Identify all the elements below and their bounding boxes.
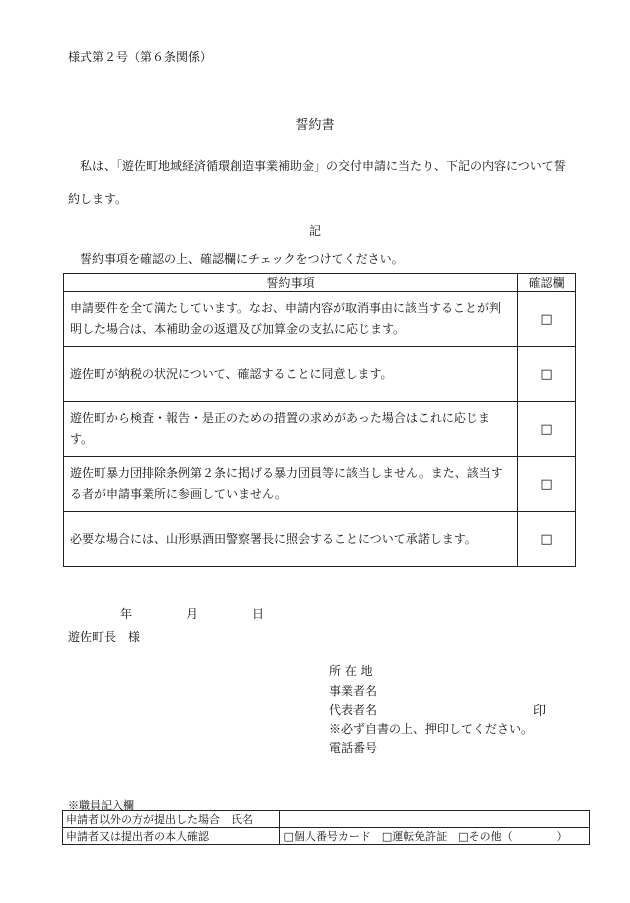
staff-row xyxy=(63,828,590,845)
confirm-checkbox[interactable]: □ xyxy=(518,512,576,567)
pledge-table xyxy=(63,273,576,567)
pledge-item-text: 遊佐町から検査・報告・是正のための措置の求めがあった場合はこれに応じます。 xyxy=(64,402,518,457)
pledge-row xyxy=(64,347,576,402)
staff-table xyxy=(62,810,590,845)
date-month-label: 月 xyxy=(186,607,199,621)
confirm-checkbox[interactable]: □ xyxy=(518,292,576,347)
submitter-name-field[interactable] xyxy=(280,811,590,828)
business-name-label: 事業者名 xyxy=(329,684,378,698)
representative-label: 代表者名 xyxy=(329,703,378,717)
identity-check-options[interactable]: □個人番号カード □運転免許証 □その他（ ） xyxy=(280,828,590,845)
confirm-checkbox[interactable]: □ xyxy=(518,402,576,457)
confirm-checkbox[interactable]: □ xyxy=(518,347,576,402)
date-year-label: 年 xyxy=(120,607,133,621)
pledge-item-text: 遊佐町が納税の状況について、確認することに同意します。 xyxy=(64,347,518,402)
pledge-row xyxy=(64,292,576,347)
phone-label: 電話番号 xyxy=(329,741,378,755)
pledge-row xyxy=(64,457,576,512)
pledge-item-text: 申請要件を全て満たしています。なお、申請内容が取消事由に該当することが判明した場合は、本補助金の返還及び加算金の支払に応じます。 xyxy=(64,292,518,347)
date-day-label: 日 xyxy=(252,607,265,621)
pledge-item-text: 必要な場合には、山形県酒田警察署長に照会することについて承諾します。 xyxy=(64,512,518,567)
signature-note: ※必ず自書の上、押印してください。 xyxy=(329,722,534,736)
pledge-item-text: 遊佐町暴力団排除条例第２条に掲げる暴力団員等に該当しません。また、該当する者が申請事業所に参画していません。 xyxy=(64,457,518,512)
ki-heading: 記 xyxy=(308,224,321,238)
address-label: 所 在 地 xyxy=(329,664,373,678)
staff-section-label: ※職員記入欄 xyxy=(68,799,134,812)
submitter-name-label: 申請者以外の方が提出した場合 氏名 xyxy=(63,811,280,828)
document-title: 誓約書 xyxy=(295,118,335,133)
pledge-row xyxy=(64,512,576,567)
column-header-check: 確認欄 xyxy=(518,274,576,292)
pledge-row xyxy=(64,402,576,457)
seal-mark: 印 xyxy=(533,704,547,719)
staff-row xyxy=(63,811,590,828)
form-number: 様式第２号（第６条関係） xyxy=(68,50,213,64)
instruction-text: 誓約事項を確認の上、確認欄にチェックをつけてください。 xyxy=(80,252,404,266)
intro-paragraph: 私は、「遊佐町地域経済循環創造事業補助金」の交付申請に当たり、下記の内容について誓約します。 xyxy=(68,159,566,206)
confirm-checkbox[interactable]: □ xyxy=(518,457,576,512)
pledge-table-header xyxy=(64,274,576,292)
column-header-item: 誓約事項 xyxy=(64,274,518,292)
addressee: 遊佐町長 様 xyxy=(68,630,141,644)
identity-check-label: 申請者又は提出者の本人確認 xyxy=(63,828,280,845)
